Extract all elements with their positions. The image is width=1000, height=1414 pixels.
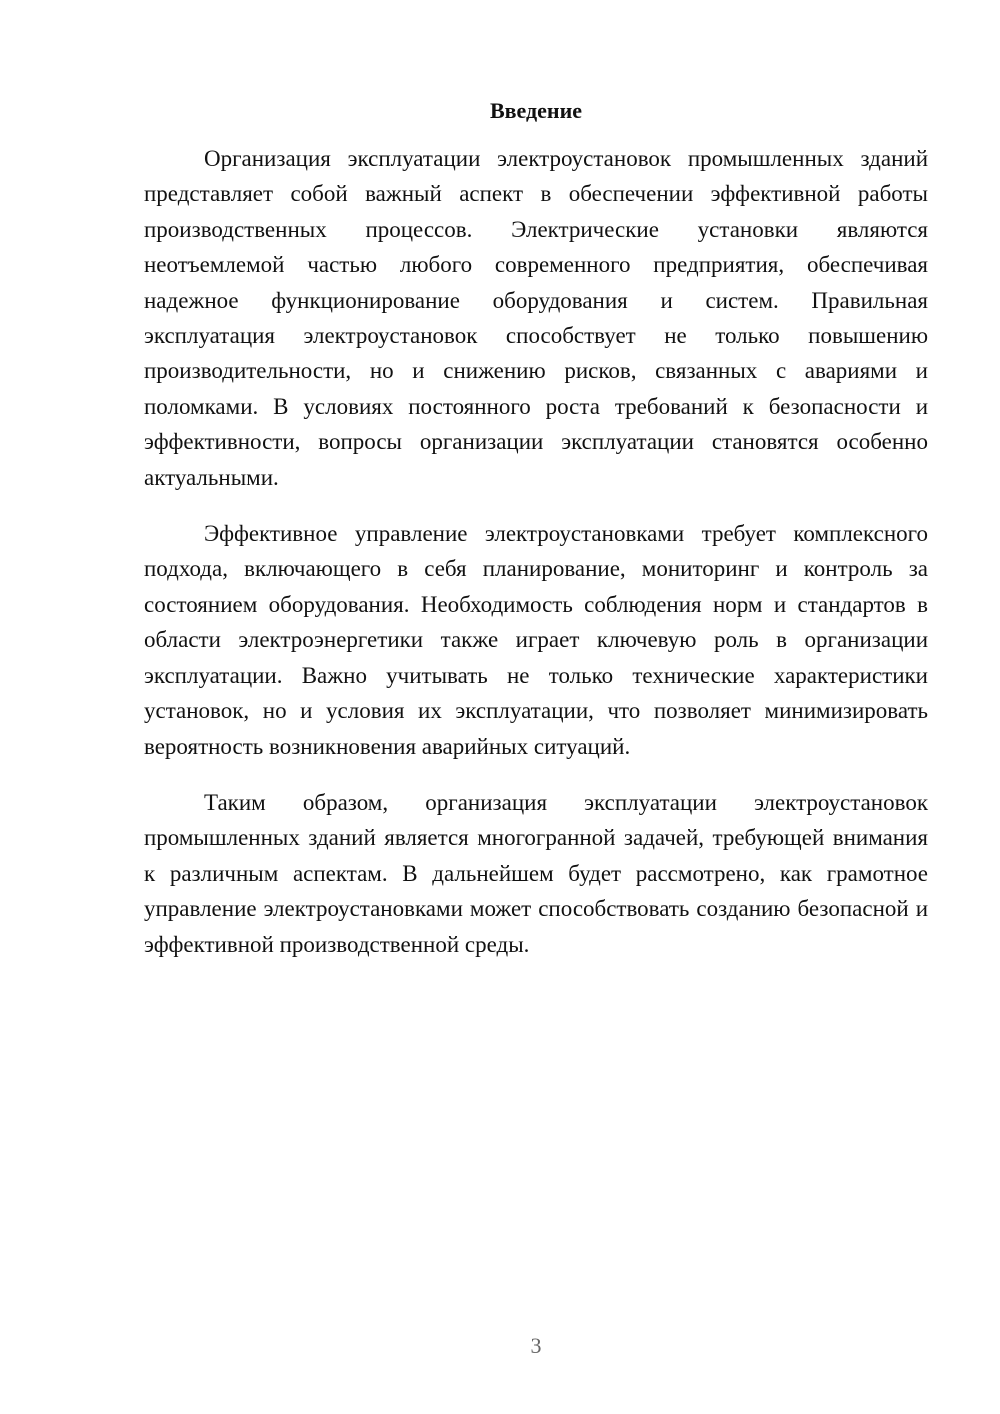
paragraph: Эффективное управление электроустановками требует комплексного подхода, включающего в себя планирование, мониторинг и контроль за состоянием оборудования. Необходимость соблюдения норм и стандартов в области электроэнергетики также играет ключевую роль в организации эксплуатации. Важно учитывать не только технические характеристики установок, но и условия их эксплуатации, что позволяет минимизировать вероятность возникновения аварийных ситуаций.	[144, 521, 928, 759]
section-heading: Введение	[489, 98, 583, 123]
paragraph: Организация эксплуатации электроустановок промышленных зданий представляет собой важный аспект в обеспечении эффективной работы производственных процессов. Электрические установки являются неотъемлемой частью любого современного предприятия, обеспечивая надежное функционирование оборудования и систем. Правильная эксплуатация электроустановок способствует не только повышению производительности, но и снижению рисков, связанных с авариями и поломками. В условиях постоянного роста требований к безопасности и эффективности, вопросы организации эксплуатации становятся особенно актуальными.	[144, 146, 928, 490]
body-text	[144, 141, 928, 983]
paragraph: Таким образом, организация эксплуатации электроустановок промышленных зданий является многогранной задачей, требующей внимания к различным аспектам. В дальнейшем будет рассмотрено, как грамотное управление электроустановками может способствовать созданию безопасной и эффективной производственной среды.	[144, 789, 928, 957]
page-number: 3	[530, 1333, 542, 1358]
